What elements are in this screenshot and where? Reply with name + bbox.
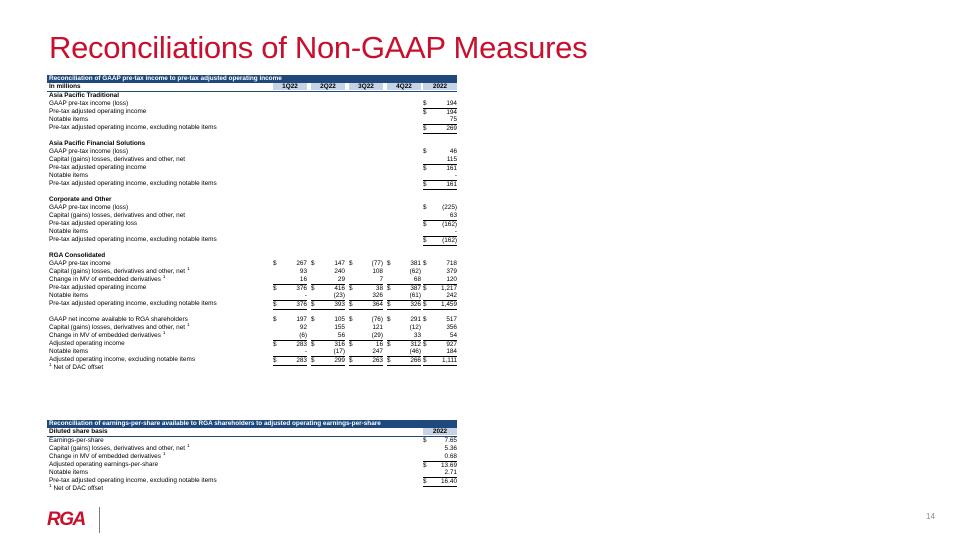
table-cell: (62) — [409, 268, 421, 275]
table-cell: $ 161 — [423, 165, 457, 172]
row-label: Adjusted operating earnings-per-share — [49, 461, 159, 468]
table-row — [47, 469, 457, 477]
column-header-2022: 2022 — [423, 428, 457, 435]
table-cell: 93 — [299, 268, 307, 275]
table-cell: $ 387 — [387, 285, 421, 292]
table-cell — [387, 108, 421, 116]
rga-logo: RGA — [47, 509, 85, 530]
table-cell: (12) — [409, 324, 421, 331]
table-cell: (17) — [333, 348, 345, 355]
table-cell — [387, 236, 421, 244]
table-cell — [349, 172, 383, 180]
table-cell — [273, 100, 307, 108]
table-row — [47, 461, 457, 469]
table-cell — [311, 172, 345, 180]
table-cell: $ 263 — [349, 357, 383, 364]
section-heading — [47, 252, 457, 260]
table-cell: $ 393 — [311, 301, 345, 308]
table-cell: $ (162) — [423, 221, 457, 228]
row-label: Pre-tax adjusted operating income, excluding notable items — [49, 477, 217, 484]
table-cell: $ 13.69 — [423, 462, 457, 469]
table-cell: $ 161 — [423, 181, 457, 188]
table-cell — [311, 212, 345, 220]
table-row — [47, 316, 457, 324]
table-cell — [273, 172, 307, 180]
table-cell: $ (162) — [423, 237, 457, 244]
row-label: Notable items — [49, 116, 89, 123]
row-label: GAAP pre-tax income (loss) — [49, 148, 129, 155]
row-label: Asia Pacific Financial Solutions — [49, 140, 146, 147]
table-cell — [273, 180, 307, 188]
table-cell: 33 — [413, 332, 421, 339]
table-row — [47, 284, 457, 292]
table-row — [47, 445, 457, 453]
row-label: GAAP pre-tax income (loss) — [49, 100, 129, 107]
table-cell — [311, 156, 345, 164]
table-cell: $ 283 — [273, 341, 307, 348]
table-cell: - — [454, 172, 457, 179]
table-cell — [349, 108, 383, 116]
table-cell: $ 283 — [273, 357, 307, 364]
page-number: 14 — [926, 512, 935, 521]
table-cell: (23) — [333, 292, 345, 299]
reconciliation-table-eps — [47, 420, 457, 493]
table-cell: 56 — [337, 332, 345, 339]
table-cell — [273, 228, 307, 236]
column-header-row — [47, 428, 457, 437]
table-cell — [273, 212, 307, 220]
footnote-marker: 1 — [187, 322, 190, 327]
table-row — [47, 148, 457, 156]
table-cell — [349, 148, 383, 156]
table-cell — [273, 124, 307, 132]
table-cell — [387, 204, 421, 212]
table-row — [47, 172, 457, 180]
table-cell — [273, 156, 307, 164]
table-cell: $ 105 — [311, 316, 345, 323]
table-row — [47, 477, 457, 485]
table-cell — [387, 212, 421, 220]
subheader-label: Diluted share basis — [49, 428, 108, 435]
row-label: Capital (gains) losses, derivatives and other, net $^1$ — [49, 266, 190, 275]
table-cell — [349, 212, 383, 220]
table-cell: $ 291 — [387, 316, 421, 323]
table-cell: 75 — [449, 116, 457, 123]
table-cell: 68 — [413, 276, 421, 283]
table-cell — [349, 236, 383, 244]
column-header-row — [47, 83, 457, 92]
footnote-marker: 1 — [162, 274, 166, 279]
table-cell: 108 — [372, 268, 383, 275]
table-cell: (6) — [299, 332, 307, 339]
page-title: Reconciliations of Non-GAAP Measures — [49, 30, 588, 65]
table-row — [47, 156, 457, 164]
table-cell — [311, 164, 345, 172]
table-cell: $ 16 — [349, 341, 383, 348]
table-cell: 155 — [334, 324, 345, 331]
row-label: Change in MV of embedded derivatives $^1$ — [49, 274, 166, 283]
section-heading — [47, 196, 457, 204]
table-cell — [387, 156, 421, 164]
table-cell: $ 718 — [423, 260, 457, 267]
column-header-2022: 2022 — [423, 83, 457, 90]
table-cell: $ 1,459 — [423, 301, 457, 308]
table-cell — [311, 228, 345, 236]
table-row — [47, 220, 457, 228]
table-cell — [387, 228, 421, 236]
row-label: Asia Pacific Traditional — [49, 92, 119, 99]
table-row — [47, 132, 457, 140]
footnote: $^1$ Net of DAC offset — [49, 362, 104, 371]
table-cell: $ 376 — [273, 301, 307, 308]
row-label: RGA Consolidated — [49, 252, 106, 259]
footnote-marker: 1 — [162, 330, 166, 335]
table-cell: $ 1,111 — [423, 357, 457, 364]
row-label: Earnings-per-share — [49, 437, 104, 444]
table-cell: 356 — [446, 324, 457, 331]
table-cell — [387, 180, 421, 188]
table-cell — [387, 164, 421, 172]
table-cell — [311, 180, 345, 188]
row-label: Capital (gains) losses, derivatives and other, net — [49, 212, 186, 219]
table-cell: 0.68 — [444, 453, 457, 460]
row-label: Pre-tax adjusted operating loss — [49, 220, 138, 227]
table-row — [47, 116, 457, 124]
table-cell: 326 — [372, 292, 383, 299]
table-cell — [273, 148, 307, 156]
row-label: Adjusted operating income, excluding notable items — [49, 356, 196, 363]
units-label: In millions — [49, 83, 81, 90]
row-label: Notable items — [49, 469, 89, 476]
table-cell: 5.36 — [444, 445, 457, 452]
table-cell: $ 194 — [423, 109, 457, 116]
footnote-marker: 1 — [187, 443, 190, 448]
column-header-1q22: 1Q22 — [273, 83, 307, 90]
table-row — [47, 236, 457, 244]
row-label: Capital (gains) losses, derivatives and other, net — [49, 156, 186, 163]
row-label: Corporate and Other — [49, 196, 112, 203]
column-header-4q22: 4Q22 — [387, 83, 421, 90]
table-cell: $ 267 — [273, 260, 307, 267]
table-cell: $ 266 — [387, 357, 421, 364]
table-cell: $ 364 — [349, 301, 383, 308]
table-cell: (46) — [409, 348, 421, 355]
table-cell — [387, 100, 421, 108]
table-row — [47, 324, 457, 332]
row-label: GAAP net income available to RGA shareholders — [49, 316, 188, 323]
table-cell — [311, 108, 345, 116]
section-heading — [47, 92, 457, 100]
table-cell: 7 — [379, 276, 383, 283]
table-cell: $ 376 — [273, 285, 307, 292]
row-label: Pre-tax adjusted operating income, excluding notable items — [49, 236, 217, 243]
table-cell — [273, 108, 307, 116]
table-cell — [349, 156, 383, 164]
table-cell — [349, 164, 383, 172]
table-cell — [387, 172, 421, 180]
row-label: Notable items — [49, 228, 89, 235]
table-header: Reconciliation of earnings-per-share available to RGA shareholders to adjusted operating earnings-per-share — [47, 420, 457, 428]
table-cell — [311, 148, 345, 156]
table-header: Reconciliation of GAAP pre-tax income to pre-tax adjusted operating income — [47, 75, 457, 83]
table-cell: $ 381 — [387, 260, 421, 267]
table-row — [47, 260, 457, 268]
table-body — [47, 437, 457, 485]
table-cell: - — [304, 348, 307, 355]
table-cell: $ 927 — [423, 341, 457, 348]
table-cell: $ 7.65 — [423, 437, 457, 444]
row-label: Capital (gains) losses, derivatives and other, net $^1$ — [49, 443, 190, 452]
table-row — [47, 356, 457, 364]
row-label: Pre-tax adjusted operating income — [49, 284, 147, 291]
table-cell — [311, 100, 345, 108]
table-cell: 242 — [446, 292, 457, 299]
table-cell: $ 269 — [423, 125, 457, 132]
table-cell: 29 — [337, 276, 345, 283]
table-row — [47, 164, 457, 172]
logo-divider — [99, 507, 100, 533]
table-cell — [273, 204, 307, 212]
table-row — [47, 453, 457, 461]
row-label: Change in MV of embedded derivatives $^1$ — [49, 330, 166, 339]
table-cell — [349, 180, 383, 188]
table-cell: (61) — [409, 292, 421, 299]
table-body — [47, 92, 457, 364]
table-cell: 120 — [446, 276, 457, 283]
table-cell — [349, 124, 383, 132]
table-row — [47, 212, 457, 220]
table-cell: 92 — [299, 324, 307, 331]
table-cell — [349, 100, 383, 108]
table-row — [47, 244, 457, 252]
row-label: Notable items — [49, 172, 89, 179]
table-row — [47, 180, 457, 188]
table-cell — [387, 116, 421, 124]
footnote-marker: 1 — [162, 451, 166, 456]
table-cell: $ (76) — [349, 316, 383, 323]
column-header-3q22: 3Q22 — [349, 83, 383, 90]
table-cell: 240 — [334, 268, 345, 275]
table-cell: $ 197 — [273, 316, 307, 323]
table-cell: 2.71 — [444, 469, 457, 476]
table-cell — [349, 116, 383, 124]
table-cell: $ 1,217 — [423, 285, 457, 292]
footnote: $^1$ Net of DAC offset — [49, 483, 104, 492]
table-cell: 115 — [446, 156, 457, 163]
row-label: Pre-tax adjusted operating income, excluding notable items — [49, 300, 217, 307]
table-row — [47, 228, 457, 236]
table-row — [47, 332, 457, 340]
table-cell: - — [454, 228, 457, 235]
table-row — [47, 100, 457, 108]
row-label: Capital (gains) losses, derivatives and other, net $^1$ — [49, 322, 190, 331]
table-cell: 379 — [446, 268, 457, 275]
table-cell: 63 — [449, 212, 457, 219]
table-cell: 16 — [299, 276, 307, 283]
table-cell: $ 299 — [311, 357, 345, 364]
table-cell: $ (77) — [349, 260, 383, 267]
table-row — [47, 204, 457, 212]
footnote-marker: 1 — [187, 266, 190, 271]
row-label: Pre-tax adjusted operating income — [49, 164, 147, 171]
table-cell — [273, 116, 307, 124]
row-label: Notable items — [49, 348, 89, 355]
column-header-2q22: 2Q22 — [311, 83, 345, 90]
table-cell: 121 — [372, 324, 383, 331]
table-cell — [349, 220, 383, 228]
table-cell — [273, 164, 307, 172]
table-cell: $ 46 — [423, 148, 457, 155]
table-cell: $ 416 — [311, 285, 345, 292]
table-cell: $ 326 — [387, 301, 421, 308]
table-cell — [387, 148, 421, 156]
table-cell: $ 16.40 — [423, 478, 457, 485]
table-row — [47, 340, 457, 348]
table-row — [47, 300, 457, 308]
table-cell: 184 — [446, 348, 457, 355]
table-row — [47, 268, 457, 276]
table-cell — [349, 228, 383, 236]
table-cell: $ 316 — [311, 341, 345, 348]
row-label: GAAP pre-tax income (loss) — [49, 204, 129, 211]
table-row — [47, 276, 457, 284]
table-cell: - — [304, 292, 307, 299]
table-row — [47, 437, 457, 445]
row-label: Pre-tax adjusted operating income — [49, 108, 147, 115]
table-cell — [273, 236, 307, 244]
table-cell: $ 38 — [349, 285, 383, 292]
table-cell — [311, 124, 345, 132]
table-cell — [311, 236, 345, 244]
table-cell — [349, 204, 383, 212]
table-row — [47, 188, 457, 196]
table-cell: 247 — [372, 348, 383, 355]
table-cell: $ 194 — [423, 100, 457, 107]
table-cell: (29) — [371, 332, 383, 339]
row-label: Pre-tax adjusted operating income, excluding notable items — [49, 124, 217, 131]
row-label: Change in MV of embedded derivatives $^1$ — [49, 451, 166, 460]
table-cell — [311, 204, 345, 212]
table-cell: $ 517 — [423, 316, 457, 323]
reconciliation-table-pretax — [47, 75, 457, 372]
table-row — [47, 124, 457, 132]
table-row — [47, 348, 457, 356]
table-cell — [311, 220, 345, 228]
table-row — [47, 308, 457, 316]
table-cell: $ (225) — [423, 204, 457, 211]
section-heading — [47, 140, 457, 148]
row-label: Pre-tax adjusted operating income, excluding notable items — [49, 180, 217, 187]
row-label: Adjusted operating income — [49, 340, 125, 347]
table-cell — [387, 220, 421, 228]
table-row — [47, 292, 457, 300]
row-label: Notable items — [49, 292, 89, 299]
table-cell — [273, 220, 307, 228]
table-cell: 54 — [449, 332, 457, 339]
table-cell — [311, 116, 345, 124]
table-row — [47, 108, 457, 116]
table-cell: $ 147 — [311, 260, 345, 267]
table-cell — [387, 124, 421, 132]
table-cell: $ 312 — [387, 341, 421, 348]
row-label: GAAP pre-tax income — [49, 260, 111, 267]
